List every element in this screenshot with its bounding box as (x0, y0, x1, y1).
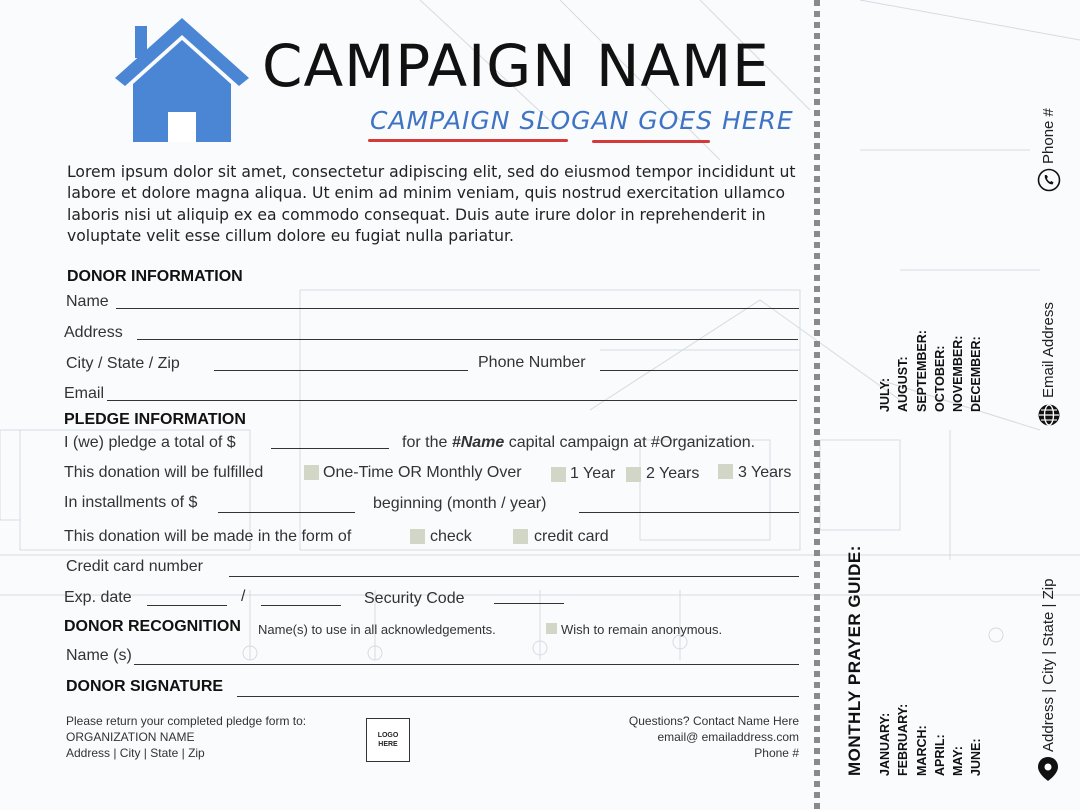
month-march: MARCH: (914, 725, 929, 776)
logo-line-2: HERE (378, 741, 398, 748)
campaign-title: CAMPAIGN NAME (262, 32, 770, 100)
payment-form-label: This donation will be made in the form of (64, 528, 352, 545)
month-august: AUGUST: (896, 356, 911, 412)
installments-field[interactable] (218, 512, 355, 513)
signature-field[interactable] (237, 696, 799, 697)
security-code-field[interactable] (494, 603, 564, 604)
exp-month-field[interactable] (147, 605, 227, 606)
phone-icon (1037, 168, 1061, 192)
return-text: Please return your completed pledge form to: (66, 714, 307, 728)
strip-address: Address | City | State | Zip (1040, 578, 1057, 752)
city-state-zip-label: City / State / Zip (66, 355, 180, 372)
logo-line-1: LOGO (377, 732, 399, 739)
anonymous-label: Wish to remain anonymous. (561, 622, 723, 637)
month-july: JULY: (878, 377, 892, 412)
donor-info-heading: DONOR INFORMATION (67, 268, 243, 285)
logo-placeholder (366, 718, 410, 762)
security-code-label: Security Code (364, 590, 465, 607)
city-state-zip-field[interactable] (214, 370, 468, 371)
name-label: Name (66, 293, 109, 310)
pledge-total-field[interactable] (271, 448, 389, 449)
anonymous-checkbox[interactable] (546, 623, 557, 634)
months-first-half (876, 704, 986, 776)
month-june: JUNE: (969, 738, 984, 776)
beginning-field[interactable] (579, 512, 799, 513)
strip-email: Email Address (1040, 302, 1057, 398)
three-years-label: 3 Years (738, 464, 792, 481)
campaign-name-bold: #Name (451, 434, 505, 451)
three-years-checkbox[interactable] (718, 464, 733, 479)
pledge-total-label: I (we) pledge a total of $ (64, 434, 236, 451)
org-address: Address | City | State | Zip (66, 746, 205, 760)
strip-phone: Phone # (1040, 108, 1057, 164)
campaign-at-text: capital campaign at #Organization. (508, 434, 756, 451)
slogan-underline (368, 139, 568, 142)
month-october: OCTOBER: (932, 345, 947, 412)
address-label: Address (64, 324, 123, 341)
slogan-underline (592, 140, 710, 143)
month-december: DECEMBER: (969, 336, 984, 412)
month-november: NOVEMBER: (951, 335, 966, 412)
for-the-text: for the (402, 434, 448, 451)
campaign-slogan: CAMPAIGN SLOGAN GOES HERE (370, 106, 794, 135)
name-field[interactable] (116, 308, 799, 309)
cc-number-field[interactable] (229, 576, 799, 577)
pledge-sentence (402, 434, 755, 452)
exp-slash: / (241, 588, 246, 605)
perforation-line (814, 0, 820, 810)
months-second-half (876, 330, 986, 412)
exp-date-label: Exp. date (64, 589, 132, 606)
house-icon (113, 16, 251, 144)
signature-heading: DONOR SIGNATURE (66, 678, 224, 695)
questions-contact: Questions? Contact Name Here (628, 714, 799, 728)
recognition-heading: DONOR RECOGNITION (64, 618, 241, 635)
credit-card-label: credit card (534, 528, 609, 545)
check-checkbox[interactable] (410, 529, 425, 544)
credit-card-checkbox[interactable] (513, 529, 528, 544)
two-years-checkbox[interactable] (626, 467, 641, 482)
globe-icon (1037, 403, 1061, 427)
phone-number-field[interactable] (600, 370, 798, 371)
recognition-note: Name(s) to use in all acknowledgements. (258, 622, 496, 637)
prayer-guide-heading: MONTHLY PRAYER GUIDE: (845, 545, 864, 776)
exp-year-field[interactable] (261, 605, 341, 606)
email-label: Email (64, 385, 105, 402)
month-september: SEPTEMBER: (914, 330, 929, 412)
check-label: check (430, 528, 472, 545)
phone-number-label: Phone Number (478, 354, 586, 371)
one-time-checkbox[interactable] (304, 465, 319, 480)
month-may: MAY: (951, 746, 966, 776)
names-label: Name (s) (66, 647, 132, 664)
beginning-label: beginning (month / year) (373, 495, 547, 512)
month-february: FEBRUARY: (896, 703, 911, 776)
installments-label: In installments of $ (64, 494, 198, 511)
contact-phone: Phone # (754, 746, 799, 760)
fulfilled-label: This donation will be fulfilled (64, 464, 264, 481)
cc-number-label: Credit card number (66, 558, 203, 575)
contact-email: email@ emailaddress.com (657, 730, 799, 744)
intro-paragraph: Lorem ipsum dolor sit amet, consectetur adipiscing elit, sed do eiusmod tempor incididunt ut labore et dolore magna aliqua. Ut enim ad minim veniam, quis nostrud exercitation ullamco laboris nisi ut aliquip ex ea commodo consequat. Duis aute irure dolor in reprehenderit in voluptate velit esse cillum dolore eu fugiat nulla pariatur. (67, 163, 796, 246)
month-april: APRIL: (932, 734, 947, 776)
pledge-info-heading: PLEDGE INFORMATION (64, 411, 246, 428)
names-field[interactable] (134, 664, 799, 665)
month-january: JANUARY: (878, 712, 892, 776)
one-time-label: One-Time OR Monthly Over (323, 464, 522, 481)
org-name: ORGANIZATION NAME (66, 730, 195, 744)
two-years-label: 2 Years (646, 465, 700, 482)
map-pin-icon (1036, 756, 1060, 782)
email-field[interactable] (107, 400, 797, 401)
one-year-label: 1 Year (570, 465, 616, 482)
one-year-checkbox[interactable] (551, 467, 566, 482)
address-field[interactable] (137, 339, 798, 340)
